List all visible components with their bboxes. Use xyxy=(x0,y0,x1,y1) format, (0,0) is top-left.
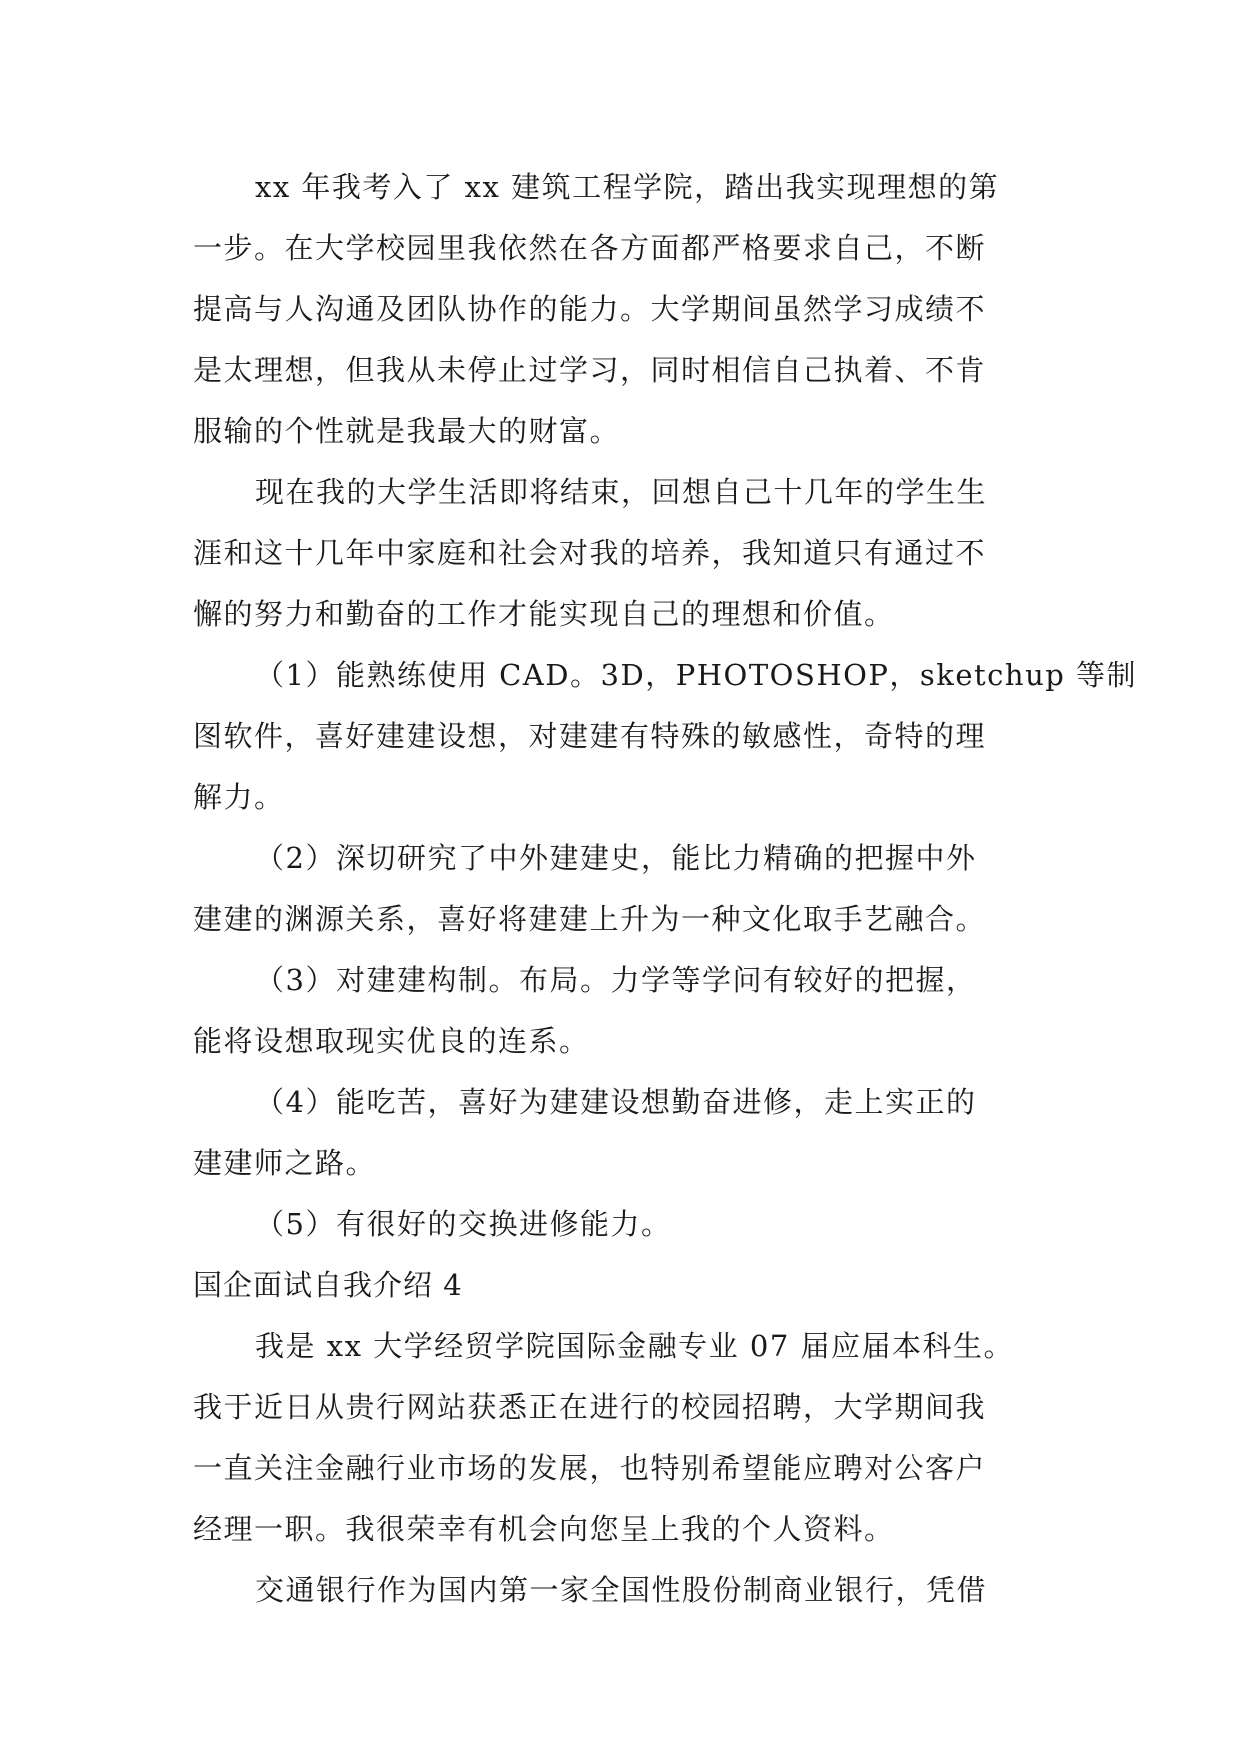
text-line: 现在我的大学生活即将结束，回想自己十几年的学生生 xyxy=(255,475,988,509)
paragraph xyxy=(193,1316,1058,1560)
text-line: （1）能熟练使用 CAD。3D，PHOTOSHOP，sketchup 等制 xyxy=(255,658,1138,692)
text-line: 提高与人沟通及团队协作的能力。大学期间虽然学习成绩不 xyxy=(193,292,987,326)
list-item xyxy=(193,950,1058,1072)
list-item xyxy=(193,1194,1058,1255)
text-line: 我于近日从贵行网站获悉正在进行的校园招聘，大学期间我 xyxy=(193,1390,987,1424)
text-line: 我是 xx 大学经贸学院国际金融专业 07 届应届本科生。 xyxy=(255,1329,1014,1363)
paragraph xyxy=(193,1560,1058,1621)
text-line: 经理一职。我很荣幸有机会向您呈上我的个人资料。 xyxy=(193,1512,895,1546)
list-item xyxy=(193,1072,1058,1194)
text-line: 解力。 xyxy=(193,780,285,814)
text-line: 图软件，喜好建建设想，对建建有特殊的敏感性，奇特的理 xyxy=(193,719,987,753)
list-item xyxy=(193,828,1058,950)
text-line: 服输的个性就是我最大的财富。 xyxy=(193,414,621,448)
text-line: 能将设想取现实优良的连系。 xyxy=(193,1024,590,1058)
text-line: xx 年我考入了 xx 建筑工程学院，踏出我实现理想的第 xyxy=(255,170,1000,204)
text-line: （3）对建建构制。布局。力学等学问有较好的把握， xyxy=(255,963,977,997)
paragraph xyxy=(193,157,1058,462)
text-line: 是太理想，但我从未停止过学习，同时相信自己执着、不肯 xyxy=(193,353,987,387)
document-page xyxy=(193,157,1138,1621)
text-line: （4）能吃苦，喜好为建建设想勤奋进修，走上实正的 xyxy=(255,1085,977,1119)
text-line: 建建的渊源关系，喜好将建建上升为一种文化取手艺融合。 xyxy=(193,902,987,936)
paragraph xyxy=(193,462,1058,645)
text-line: 一直关注金融行业市场的发展，也特别希望能应聘对公客户 xyxy=(193,1451,987,1485)
text-line: 一步。在大学校园里我依然在各方面都严格要求自己，不断 xyxy=(193,231,987,265)
text-line: （5）有很好的交换进修能力。 xyxy=(255,1207,672,1241)
text-line: 交通银行作为国内第一家全国性股份制商业银行，凭借 xyxy=(255,1573,988,1607)
list-item xyxy=(193,645,1138,828)
text-line: （2）深切研究了中外建建史，能比力精确的把握中外 xyxy=(255,841,977,875)
section-heading: 国企面试自我介绍 4 xyxy=(193,1268,463,1302)
text-line: 懈的努力和勤奋的工作才能实现自己的理想和价值。 xyxy=(193,597,895,631)
text-line: 涯和这十几年中家庭和社会对我的培养，我知道只有通过不 xyxy=(193,536,987,570)
text-line: 建建师之路。 xyxy=(193,1146,377,1180)
